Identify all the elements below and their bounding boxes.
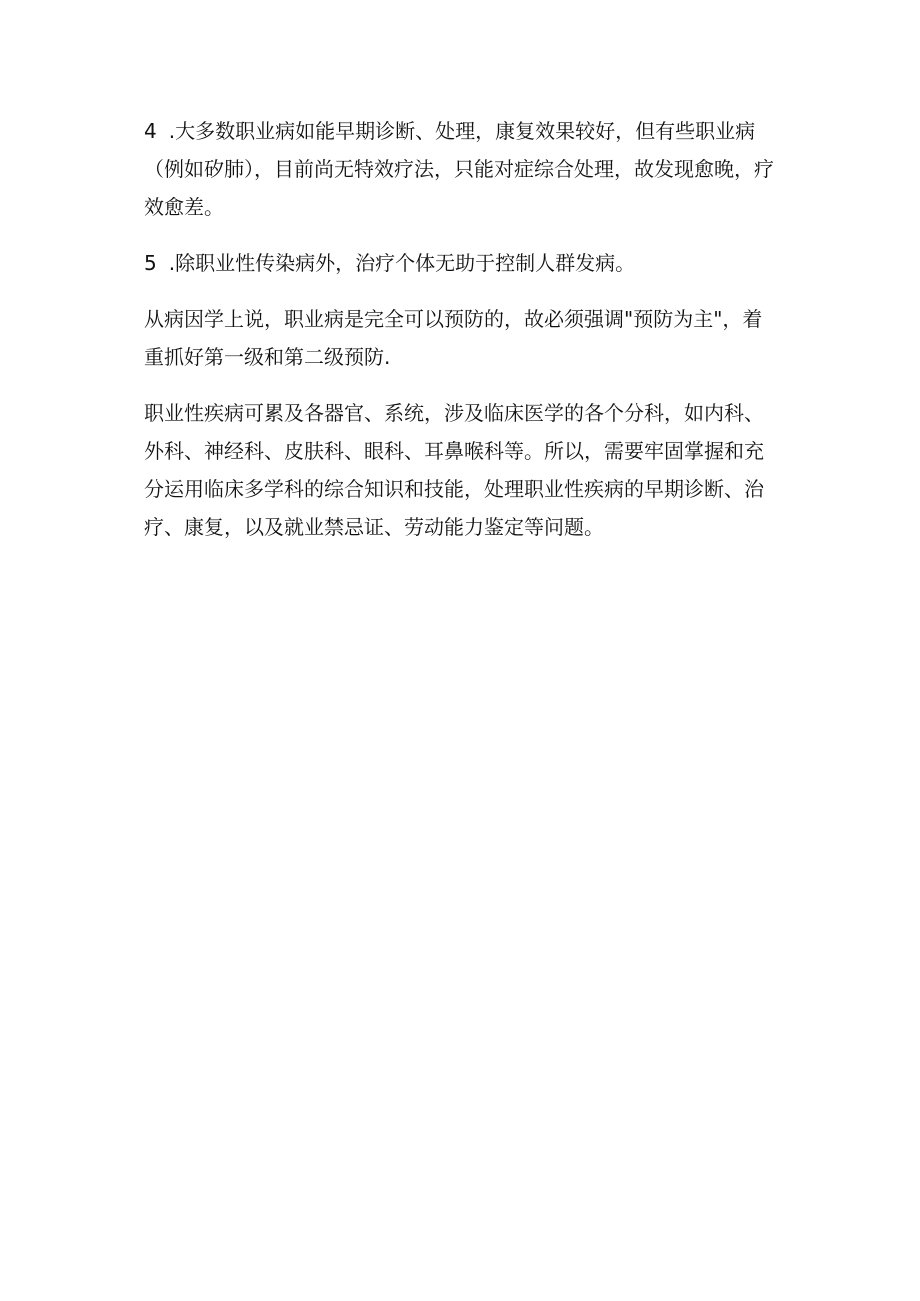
item-number: 5 <box>144 251 157 275</box>
paragraph-text: .除职业性传染病外，治疗个体无助于控制人群发病。 <box>168 251 636 275</box>
paragraph-item-4 <box>144 112 776 226</box>
paragraph-text: .大多数职业病如能早期诊断、处理，康复效果较好，但有些职业病（例如矽肺），目前尚无特效疗法，只能对症综合处理，故发现愈晚，疗效愈差。 <box>144 119 774 219</box>
item-number: 4 <box>144 119 157 143</box>
paragraph-prevention: 从病因学上说，职业病是完全可以预防的，故必须强调"预防为主"，着重抓好第一级和第二级预防. <box>144 307 763 369</box>
document-body <box>144 112 776 564</box>
paragraph-clinical-scope: 职业性疾病可累及各器官、系统，涉及临床医学的各个分科，如内科、外科、神经科、皮肤科、眼科、耳鼻喉科等。所以，需要牢固掌握和充分运用临床多学科的综合知识和技能，处理职业性疾病的早期诊断、治疗、康复，以及就业禁忌证、劳动能力鉴定等问题。 <box>144 401 764 539</box>
paragraph-item-5 <box>144 244 776 282</box>
